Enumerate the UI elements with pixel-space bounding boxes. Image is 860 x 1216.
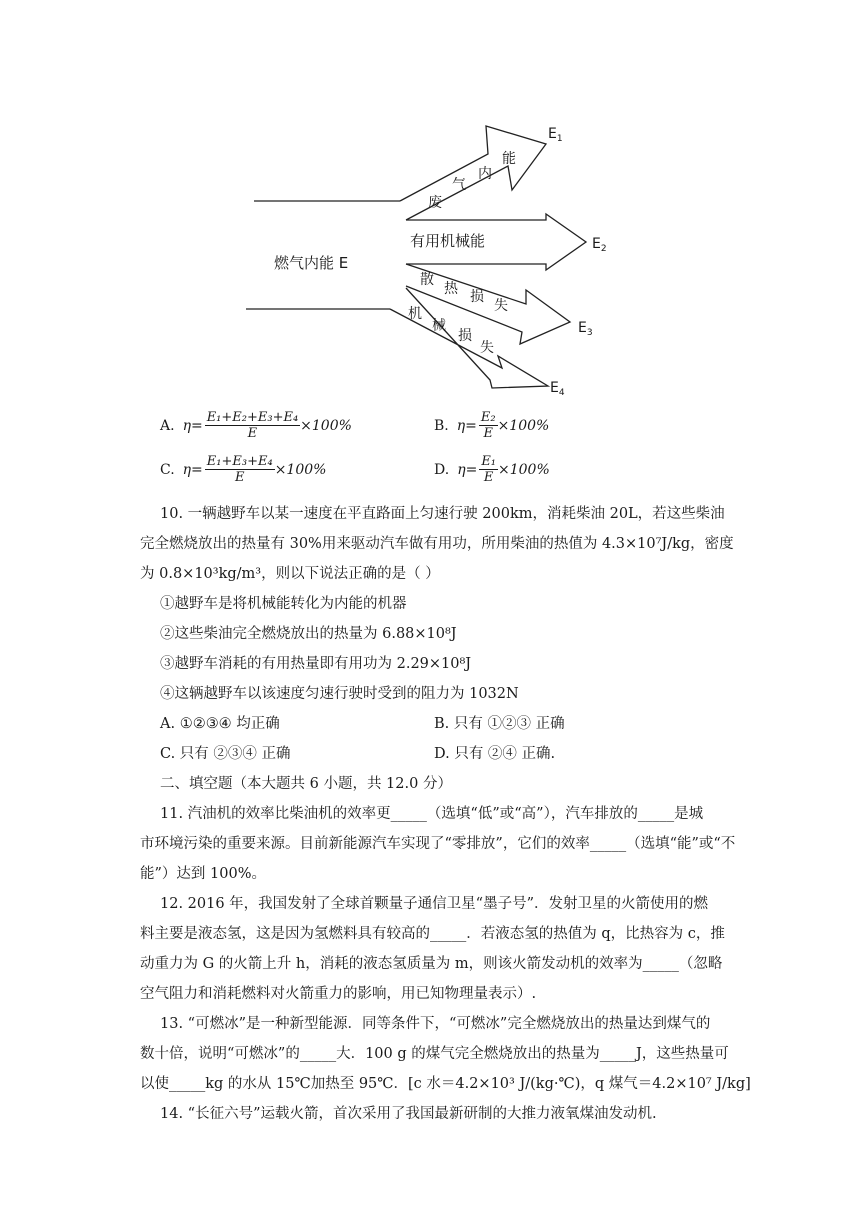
q10-line-3: 为 0.8×10³kg/m³，则以下说法正确的是（ ） [140, 566, 440, 582]
q14-line-1: 14. “长征六号”运载火箭，首次采用了我国最新研制的大推力液氧煤油发动机. [160, 1106, 657, 1122]
mech-loss-char-4: 失 [480, 340, 494, 356]
q10-statement-2: ②这些柴油完全燃烧放出的热量为 6.88×10⁸J [160, 626, 457, 642]
mech-loss-char-2: 械 [432, 318, 446, 334]
q10-statement-4: ④这辆越野车以该速度匀速行驶时受到的阻力为 1032N [160, 686, 519, 702]
q12-line-1: 12. 2016 年，我国发射了全球首颗量子通信卫星“墨子号”．发射卫星的火箭使用的燃 [160, 896, 709, 912]
q12-line-2: 料主要是液态氢，这是因为氢燃料具有较高的_____．若液态氢的热值为 q，比热容为 c，推 [140, 926, 725, 942]
energy-flow-diagram [240, 118, 640, 408]
waste-gas-char-1: 废 [428, 195, 442, 211]
e3-label: $E_3$ [578, 320, 593, 338]
heat-loss-char-1: 散 [420, 272, 434, 288]
q10-statement-1: ①越野车是将机械能转化为内能的机器 [160, 596, 407, 612]
section-2-heading: 二、填空题（本大题共 6 小题，共 12.0 分） [160, 776, 452, 792]
q12-line-4: 空气阻力和消耗燃料对火箭重力的影响，用已知物理量表示）. [140, 986, 537, 1002]
q10-line-1: 10. 一辆越野车以某一速度在平直路面上匀速行驶 200km，消耗柴油 20L，若这些柴油 [160, 506, 725, 522]
waste-gas-char-3: 内 [478, 166, 492, 182]
e1-label: $E_1$ [548, 126, 563, 144]
waste-gas-char-2: 气 [452, 177, 466, 193]
mech-loss-char-1: 机 [408, 306, 422, 322]
heat-loss-char-2: 热 [444, 281, 458, 297]
e4-label: $E_4$ [550, 380, 565, 398]
q13-line-2: 数十倍，说明“可燃冰”的_____大．100 g 的煤气完全燃烧放出的热量为_____J，这些热量可 [140, 1046, 729, 1062]
q11-line-3: 能”）达到 100%。 [140, 866, 266, 882]
q10-option-a: A. ①②③④ 均正确 [160, 716, 280, 732]
q10-line-2: 完全燃烧放出的热量有 30%用来驱动汽车做有用功，所用柴油的热值为 4.3×10⁷J/kg，密度 [140, 536, 734, 552]
e2-label: $E_2$ [592, 236, 607, 254]
useful-energy-label: 有用机械能 [410, 232, 486, 250]
q13-line-1: 13. “可燃冰”是一种新型能源．同等条件下，“可燃冰”完全燃烧放出的热量达到煤气的 [160, 1016, 711, 1032]
heat-loss-char-3: 损 [470, 289, 484, 305]
q9-option-c: C. η= $\frac{\text{E₁+E₃+E₄}}{E}$ ×100% [160, 454, 327, 485]
source-label: 燃气内能 E [274, 254, 349, 272]
mech-loss-char-3: 损 [458, 328, 472, 344]
waste-gas-arrow [400, 126, 546, 220]
q9-option-a: A. η= $\frac{\text{E₁+E₂+E₃+E₄}}{E}$ ×100% [160, 410, 352, 441]
waste-gas-char-4: 能 [502, 151, 516, 167]
q9-option-d: D. η= $\frac{\text{E₁}}{E}$ ×100% [434, 454, 550, 485]
q10-option-b: B. 只有 ①②③ 正确 [434, 716, 565, 732]
q10-option-c: C. 只有 ②③④ 正确 [160, 746, 291, 762]
q13-line-3: 以使_____kg 的水从 15℃加热至 95℃．[c 水＝4.2×10³ J/(kg·℃)，q 煤气＝4.2×10⁷ J/kg] [140, 1076, 751, 1092]
q12-line-3: 动重力为 G 的火箭上升 h，消耗的液态氢质量为 m，则该火箭发动机的效率为_____（忽略 [140, 956, 723, 972]
q11-line-2: 市环境污染的重要来源。目前新能源汽车实现了“零排放”，它们的效率_____（选填“能”或“不 [140, 836, 736, 852]
q11-line-1: 11. 汽油机的效率比柴油机的效率更_____（选填“低”或“高”），汽车排放的_____是城 [160, 806, 704, 822]
q10-statement-3: ③越野车消耗的有用热量即有用功为 2.29×10⁸J [160, 656, 472, 672]
q10-option-d: D. 只有 ②④ 正确. [434, 746, 556, 762]
q9-option-b: B. η= $\frac{\text{E₂}}{E}$ ×100% [434, 410, 550, 441]
heat-loss-char-4: 失 [494, 298, 508, 314]
